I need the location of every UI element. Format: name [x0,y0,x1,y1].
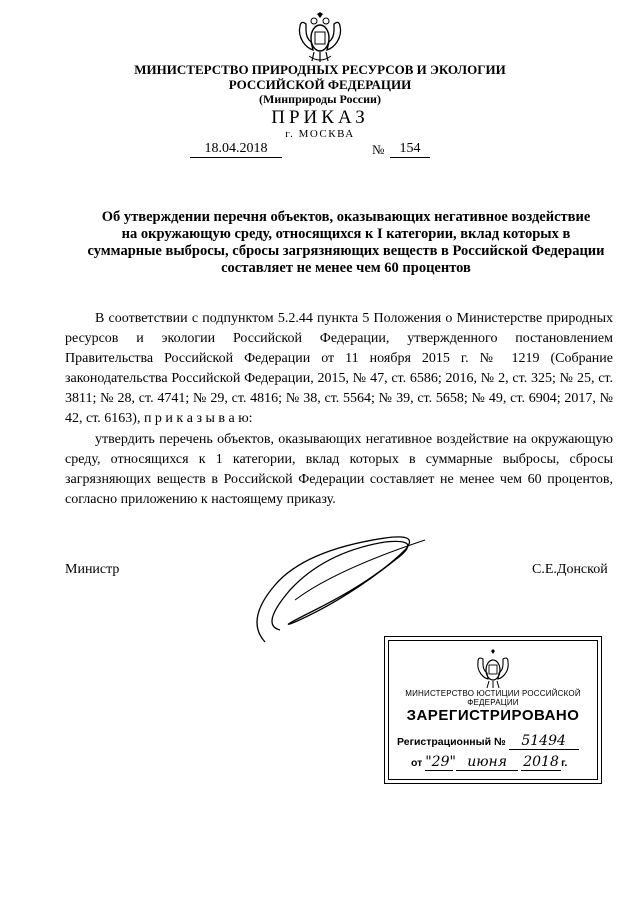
ministry-name-line1: МИНИСТЕРСТВО ПРИРОДНЫХ РЕСУРСОВ И ЭКОЛОГИИ [134,62,506,77]
signatory-position: Министр [65,562,120,577]
stamp-emblem-icon [475,649,511,689]
stamp-year: 2018 [521,754,561,771]
stamp-reg-label: Регистрационный № [397,736,506,748]
stamp-registered: ЗАРЕГИСТРИРОВАНО [406,707,580,724]
coat-of-arms-emblem [297,12,343,64]
title-line: суммарные выбросы, сбросы загрязняющих веществ в Российской Федерации [87,243,605,259]
stamp-registration-line [397,733,579,750]
stamp-reg-number: 51494 [509,733,579,750]
body-paragraph-2: утвердить перечень объектов, оказывающих негативное воздействие на окружающую среду, относящихся к 1 категории, вклад которых в суммарные выбросы, сбросы загрязняющих веществ в Российской Федерации составляет не менее чем 60 процентов, согласно приложению к настоящему приказу. [65,432,613,507]
city: г. МОСКВА [285,128,355,140]
ministry-name-line2: РОССИЙСКОЙ ФЕДЕРАЦИИ [228,77,412,92]
stamp-month: июня [456,754,518,771]
stamp-from-label: от [411,757,423,769]
signatory-name: С.Е.Донской [532,562,608,577]
handwritten-signature [235,530,435,650]
stamp-ministry: МИНИСТЕРСТВО ЮСТИЦИИ РОССИЙСКОЙ ФЕДЕРАЦИИ [405,689,581,707]
title-line: на окружающую среду, относящихся к I категории, вклад которых в [121,226,571,242]
order-number: 154 [390,141,430,158]
title-line: Об утверждении перечня объектов, оказывающих негативное воздействие [101,209,591,225]
stamp-day: "29" [425,754,456,770]
document-type: ПРИКАЗ [271,107,369,128]
ministry-short-name: (Минприроды России) [259,92,381,106]
stamp-date-line [411,754,567,771]
registration-stamp [388,640,598,780]
order-date: 18.04.2018 [190,141,282,158]
order-title [80,209,612,277]
title-line: составляет не менее чем 60 процентов [221,260,471,276]
number-label: № [372,142,385,157]
body-paragraph-1: В соответствии с подпунктом 5.2.44 пункта 5 Положения о Министерстве природных ресурсов и экологии Российской Федерации, утвержденного постановлением Правительства Российской Федерации от 11 ноября 2015 г. № 1219 (Собрание законодательства Российской Федерации, 2015, № 47, ст. 6586; 2016, № 2, ст. 325; № 25, ст. 3811; № 28, ст. 4741; № 29, ст. 4816; № 38, ст. 5564; № 39, ст. 5658; № 49, ст. 6904; 2017, № 42, ст. 6163), п р и к а з ы в а ю: [65,311,613,426]
stamp-year-suffix: г. [561,757,568,769]
